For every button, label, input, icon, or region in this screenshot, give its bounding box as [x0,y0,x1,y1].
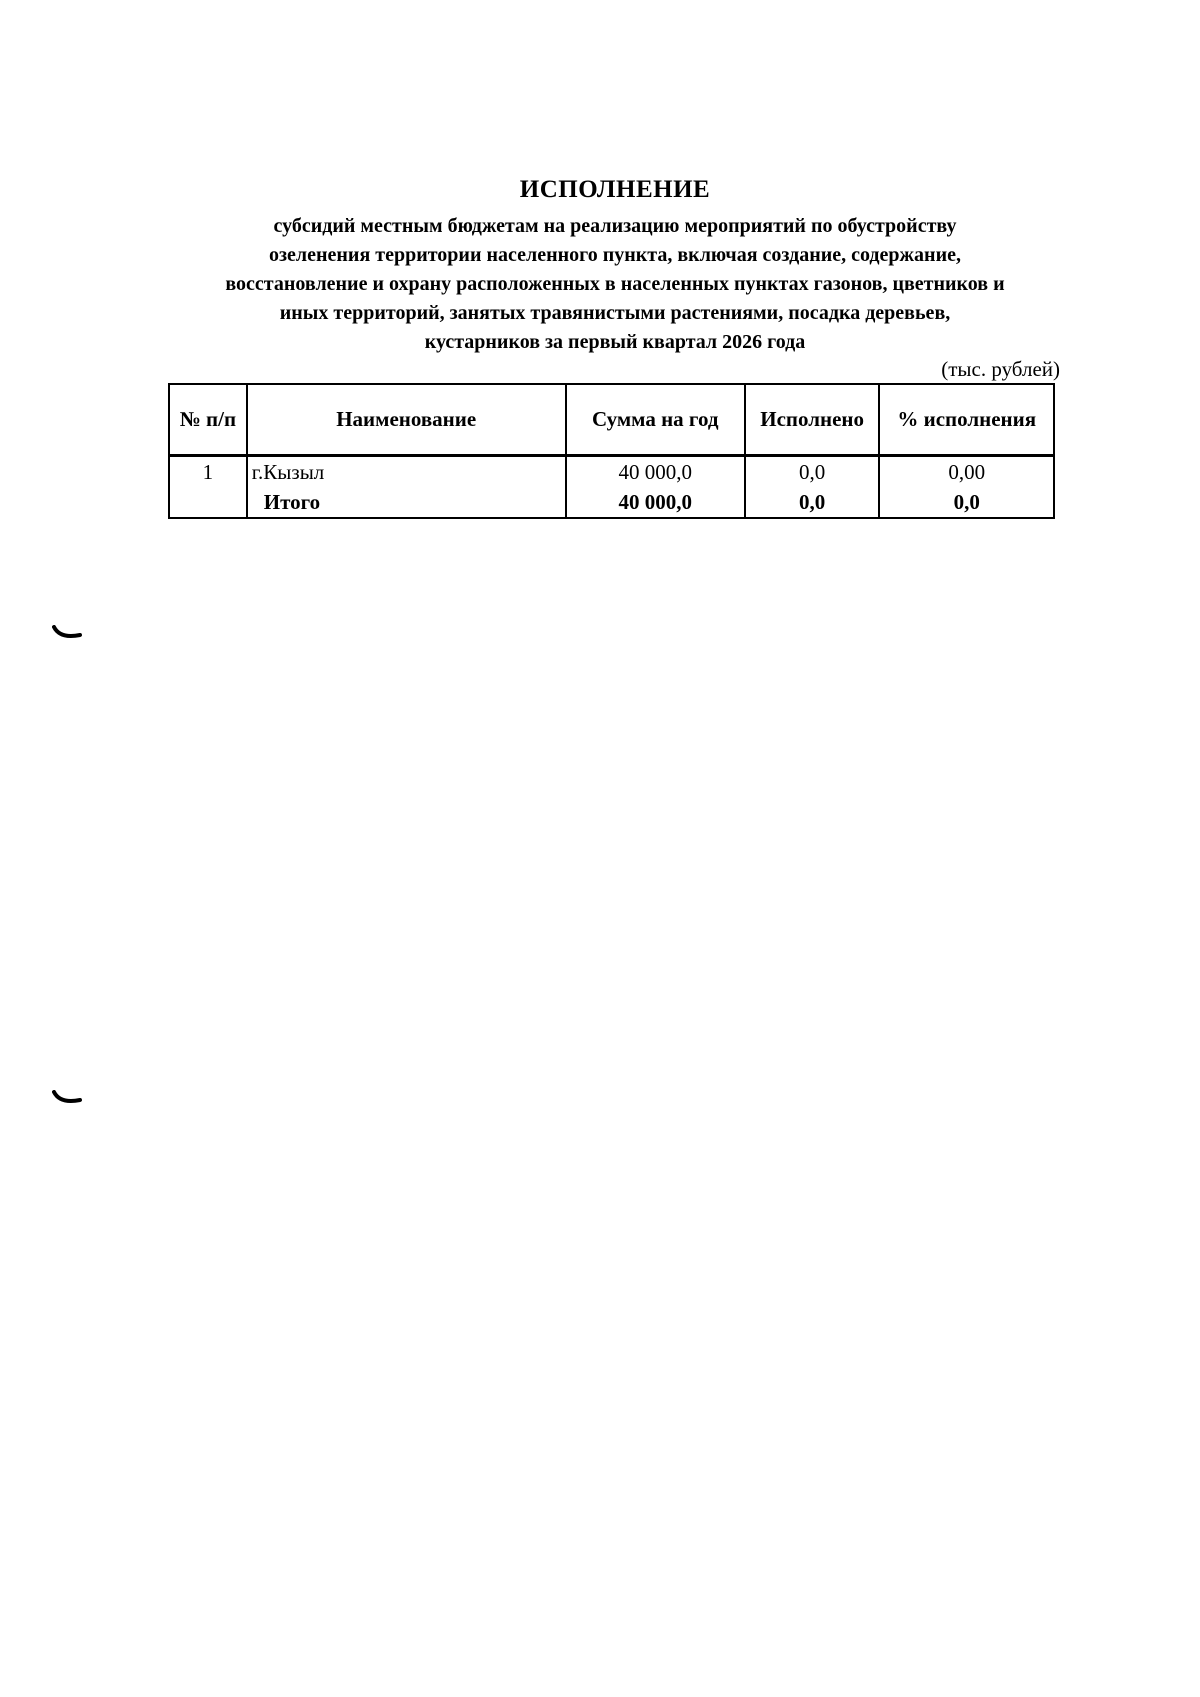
document-title: ИСПОЛНЕНИЕ [519,176,711,203]
total-number [169,487,247,518]
total-annual-sum: 40 000,0 [566,487,745,518]
total-label: Итого [247,487,566,518]
table-header-row [169,384,1054,456]
subtitle-line: иных территорий, занятых травянистыми растениями, посадка деревьев, [279,302,951,324]
total-row [169,487,1054,518]
execution-table [168,383,1055,519]
document-subtitle [150,212,1080,357]
total-executed: 0,0 [745,487,880,518]
header-annual-sum: Сумма на год [566,384,745,456]
total-percent: 0,0 [879,487,1054,518]
cell-executed: 0,0 [745,456,880,488]
table-row [169,456,1054,488]
cell-annual-sum: 40 000,0 [566,456,745,488]
subtitle-line: восстановление и охрану расположенных в населенных пунктах газонов, цветников и [225,273,1005,295]
header-percent: % исполнения [879,384,1054,456]
cell-number: 1 [169,456,247,488]
subtitle-line: кустарников за первый квартал 2026 года [424,331,806,353]
header-executed: Исполнено [745,384,880,456]
cell-name: г.Кызыл [247,456,566,488]
header-number: № п/п [169,384,247,456]
binder-hole-mark [52,625,82,643]
cell-percent: 0,00 [879,456,1054,488]
subtitle-line: озеленения территории населенного пункта, включая создание, содержание, [269,244,961,266]
header-name: Наименование [247,384,566,456]
binder-hole-mark [52,1090,82,1108]
units-label: (тыс. рублей) [941,357,1060,381]
subtitle-line: субсидий местным бюджетам на реализацию мероприятий по обустройству [273,215,957,237]
